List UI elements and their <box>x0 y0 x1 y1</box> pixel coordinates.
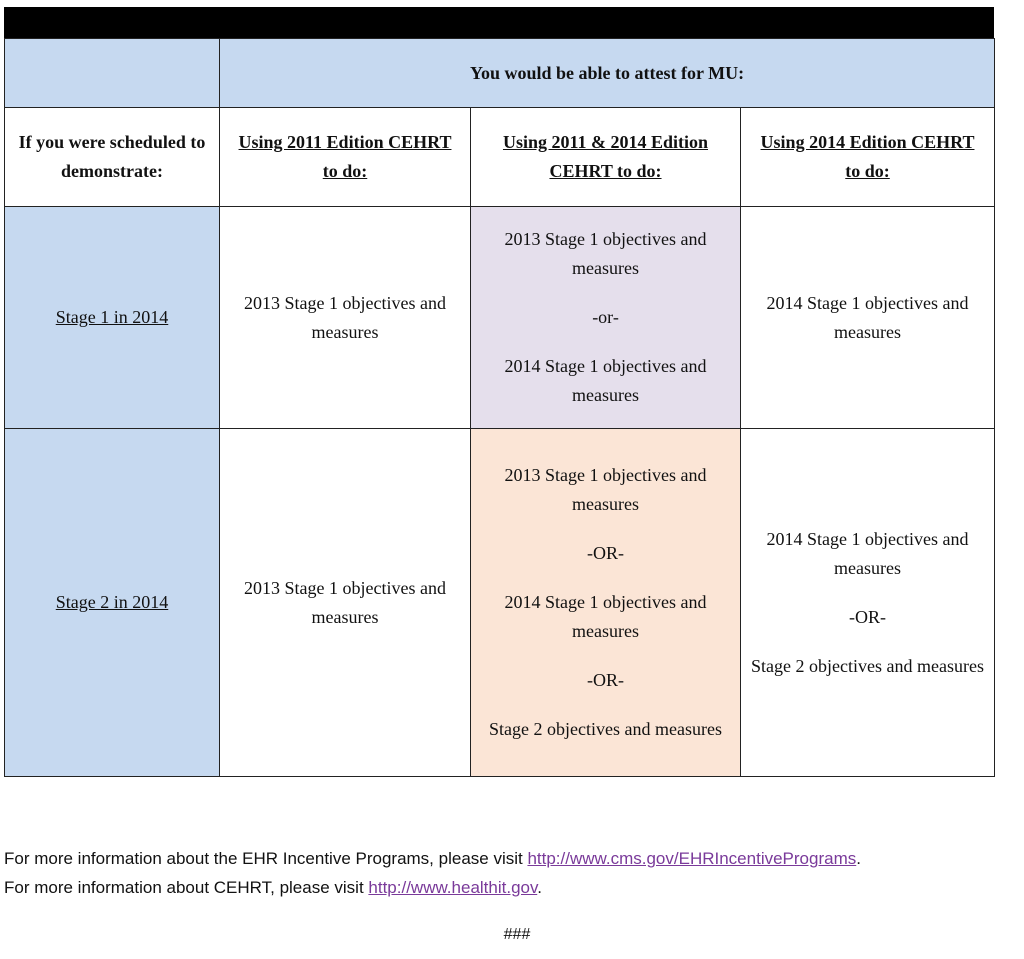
option-text: 2014 Stage 1 objectives and measures <box>504 592 707 641</box>
option-text: 2014 Stage 1 objectives and measures <box>766 528 969 578</box>
row-label-cell <box>5 207 220 429</box>
mu-attestation-table <box>4 38 995 777</box>
cell-2011: 2013 Stage 1 objectives and measures <box>220 207 471 429</box>
col-2011-title: Using 2011 Edition CEHRT to do: <box>238 132 452 181</box>
col-2014-header <box>741 108 995 207</box>
footer-text: For more information about the EHR Incentive Programs, please visit <box>4 849 528 868</box>
col-2011-header <box>220 108 471 207</box>
cell-both <box>471 207 741 429</box>
or-separator: -OR- <box>587 670 624 690</box>
header-black-bar <box>4 7 994 38</box>
footer-line-cehrt <box>4 878 542 898</box>
cms-link[interactable]: http://www.cms.gov/EHRIncentivePrograms <box>527 849 857 868</box>
row-label: Stage 2 in 2014 <box>55 592 169 612</box>
col-both-header <box>471 108 741 207</box>
option-text: 2013 Stage 1 objectives and measures <box>504 465 707 514</box>
footer-text: For more information about CEHRT, please visit <box>4 878 369 897</box>
footer-line-ehr <box>4 849 861 869</box>
option-text: Stage 2 objectives and measures <box>489 719 722 739</box>
col-2014-title: Using 2014 Edition CEHRT to do: <box>760 132 975 181</box>
footer-period: . <box>856 849 861 868</box>
cell-2014 <box>741 207 995 429</box>
or-separator: -OR- <box>587 543 624 563</box>
end-mark: ### <box>503 926 531 943</box>
healthit-link[interactable]: http://www.healthit.gov <box>368 878 538 897</box>
table-row <box>5 429 995 777</box>
table-row <box>5 207 995 429</box>
option-text: Stage 2 objectives and measures <box>751 655 984 676</box>
empty-corner-cell <box>5 39 220 108</box>
row-label: Stage 1 in 2014 <box>55 307 169 327</box>
footer-period: . <box>537 878 542 897</box>
cell-2011: 2013 Stage 1 objectives and measures <box>220 429 471 777</box>
col-both-title: Using 2011 & 2014 Edition CEHRT to do: <box>502 132 709 181</box>
schedule-column-header: If you were scheduled to demonstrate: <box>5 108 220 207</box>
or-separator: -OR- <box>849 606 887 627</box>
cell-2014 <box>741 429 995 777</box>
row-label-cell <box>5 429 220 777</box>
option-text: 2013 Stage 1 objectives and measures <box>504 229 707 278</box>
cell-both <box>471 429 741 777</box>
option-text: 2014 Stage 1 objectives and measures <box>504 356 707 405</box>
attest-header: You would be able to attest for MU: <box>220 39 995 108</box>
or-separator: -or- <box>592 307 619 327</box>
option-text: 2014 Stage 1 objectives and measures <box>766 292 969 342</box>
